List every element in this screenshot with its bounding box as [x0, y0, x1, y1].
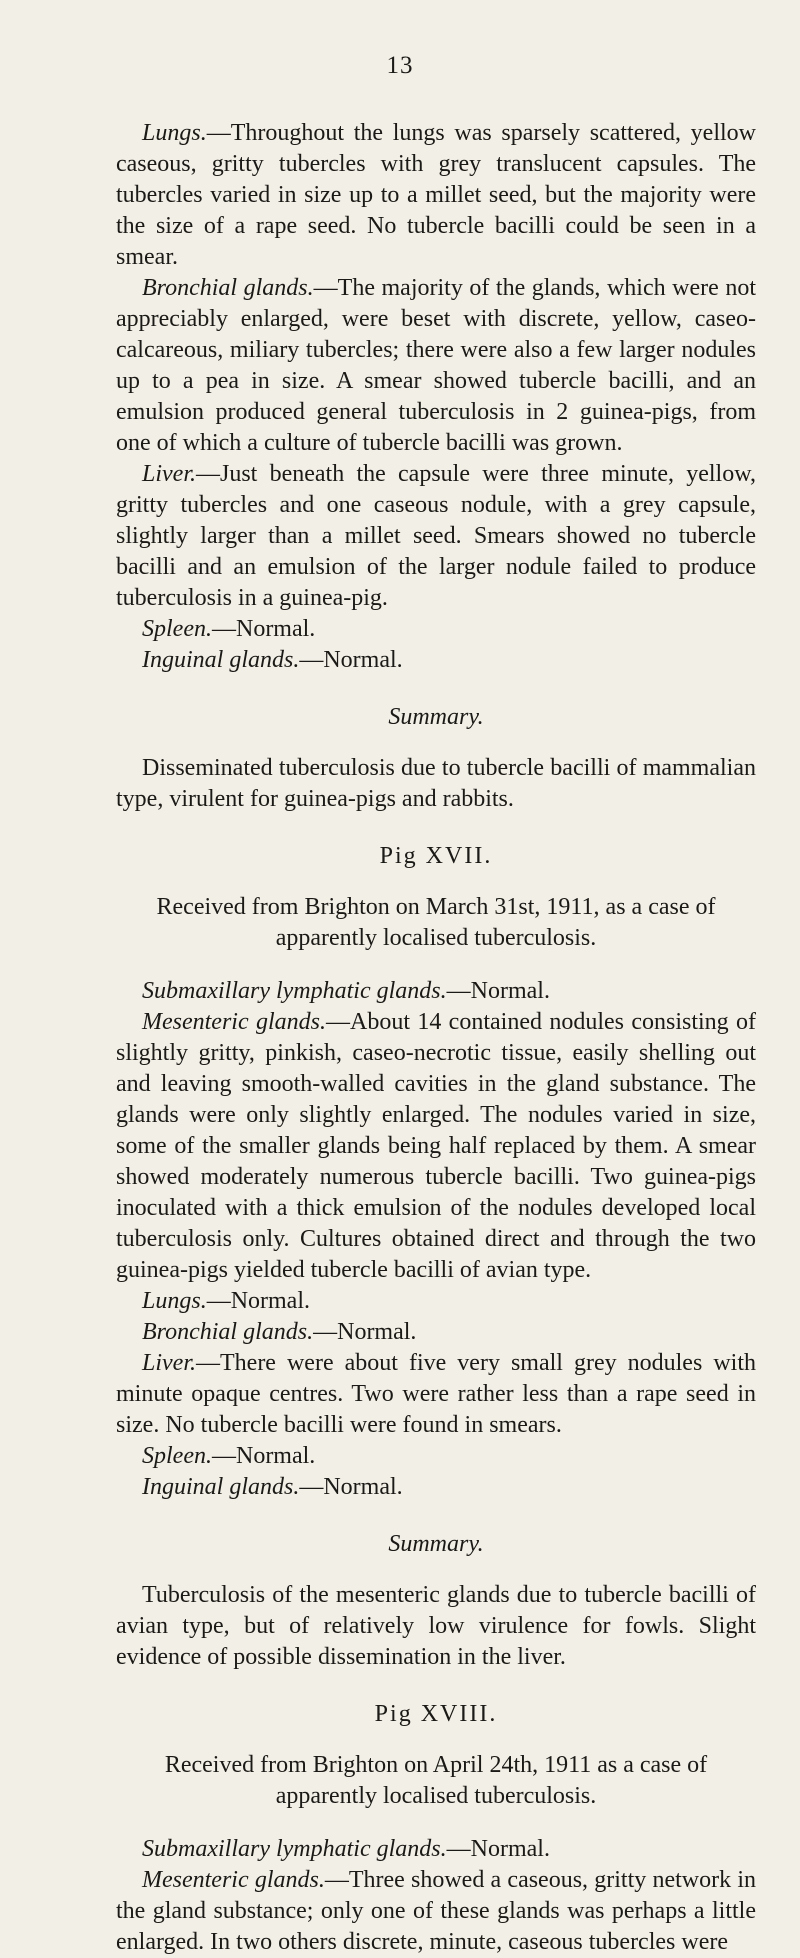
paragraph-inguinal — [116, 1472, 756, 1503]
summary-text: Tuberculosis of the mesenteric glands due to tubercle bacilli of avian type, but of relatively low virulence for fowls. Slight evidence of possible dissemination in the liver. — [116, 1582, 756, 1670]
label-submaxillary: Submaxillary lymphatic glands. — [142, 978, 447, 1004]
paragraph-mesenteric — [116, 1007, 756, 1286]
paragraph-submaxillary — [116, 976, 756, 1007]
label-liver: Liver. — [142, 461, 196, 487]
text-bronchial: —The majority of the glands, which were not appreciably enlarged, were beset with discrete, yellow, caseo-calcareous, miliary tubercles; there were also a few larger nodules up to a pea in size. A smear showed tubercle bacilli, and an emulsion produced general tuberculosis in 2 guinea-pigs, from one of which a culture of tubercle bacilli was grown. — [116, 275, 756, 456]
text-submaxillary: —Normal. — [446, 1836, 550, 1862]
text-mesenteric: —Three showed a caseous, gritty network in the gland substance; only one of these glands was perhaps a little enlarged. In two others discrete, minute, caseous tubercles were — [116, 1867, 756, 1955]
summary-heading: Summary. — [388, 704, 484, 730]
text-liver: —There were about five very small grey nodules with minute opaque centres. Two were rather less than a rape seed in size. No tubercle bacilli were found in smears. — [116, 1350, 756, 1438]
text-mesenteric: —About 14 contained nodules consisting of slightly gritty, pinkish, caseo-necrotic tissue, easily shelling out and leaving smooth-walled cavities in the gland substance. The glands were only slightly enlarged. The nodules varied in size, some of the smaller glands being half replaced by them. A smear showed moderately numerous tubercle bacilli. Two guinea-pigs inoculated with a thick emulsion of the nodules developed local tuberculosis only. Cultures obtained direct and through the two guinea-pigs yielded tubercle bacilli of avian type. — [116, 1009, 757, 1283]
summary-text: Disseminated tuberculosis due to tubercle bacilli of mammalian type, virulent for guinea-pigs and rabbits. — [116, 755, 756, 812]
section-heading: Pig XVII. — [379, 843, 493, 869]
page-number: 13 — [386, 52, 414, 79]
text-lungs: —Throughout the lungs was sparsely scattered, yellow caseous, gritty tubercles with grey translucent capsules. The tubercles varied in size up to a millet seed, but the majority were the size of a rape seed. No tubercle bacilli could be seen in a smear. — [116, 120, 756, 270]
text-submaxillary: —Normal. — [446, 978, 550, 1004]
label-submaxillary: Submaxillary lymphatic glands. — [142, 1836, 447, 1862]
paragraph-bronchial — [116, 1317, 756, 1348]
text-bronchial: —Normal. — [313, 1319, 417, 1345]
text-lungs: —Normal. — [206, 1288, 310, 1314]
received-note: Received from Brighton on April 24th, 1911 as a case of apparently localised tuberculosis. — [164, 1752, 708, 1809]
text-inguinal: —Normal. — [299, 647, 403, 673]
label-bronchial: Bronchial glands. — [142, 1319, 314, 1345]
paragraph-lungs — [116, 1286, 756, 1317]
paragraph-submaxillary — [116, 1834, 756, 1865]
body-text — [116, 118, 756, 1958]
label-spleen: Spleen. — [142, 1443, 212, 1469]
paragraph-spleen — [116, 614, 756, 645]
label-mesenteric: Mesenteric glands. — [142, 1867, 325, 1893]
label-spleen: Spleen. — [142, 616, 212, 642]
paragraph-bronchial — [116, 273, 756, 459]
label-inguinal: Inguinal glands. — [142, 1474, 300, 1500]
label-bronchial: Bronchial glands. — [142, 275, 314, 301]
paragraph-spleen — [116, 1441, 756, 1472]
paragraph-liver — [116, 459, 756, 614]
text-liver: —Just beneath the capsule were three minute, yellow, gritty tubercles and one caseous nodule, with a grey capsule, slightly larger than a millet seed. Smears showed no tubercle bacilli and an emulsion of the larger nodule failed to produce tuberculosis in a guinea-pig. — [116, 461, 756, 611]
text-spleen: —Normal. — [211, 1443, 316, 1469]
label-lungs: Lungs. — [142, 120, 207, 146]
text-inguinal: —Normal. — [299, 1474, 403, 1500]
label-mesenteric: Mesenteric glands. — [142, 1009, 326, 1035]
summary-heading: Summary. — [388, 1531, 484, 1557]
label-inguinal: Inguinal glands. — [142, 647, 300, 673]
paragraph-mesenteric — [116, 1865, 756, 1958]
paragraph-inguinal — [116, 645, 756, 676]
received-note: Received from Brighton on March 31st, 1911, as a case of apparently localised tuberculosis. — [156, 894, 716, 951]
label-liver: Liver. — [142, 1350, 196, 1376]
text-spleen: —Normal. — [211, 616, 316, 642]
section-heading: Pig XVIII. — [374, 1701, 498, 1727]
paragraph-lungs — [116, 118, 756, 273]
label-lungs: Lungs. — [142, 1288, 207, 1314]
paragraph-liver — [116, 1348, 756, 1441]
